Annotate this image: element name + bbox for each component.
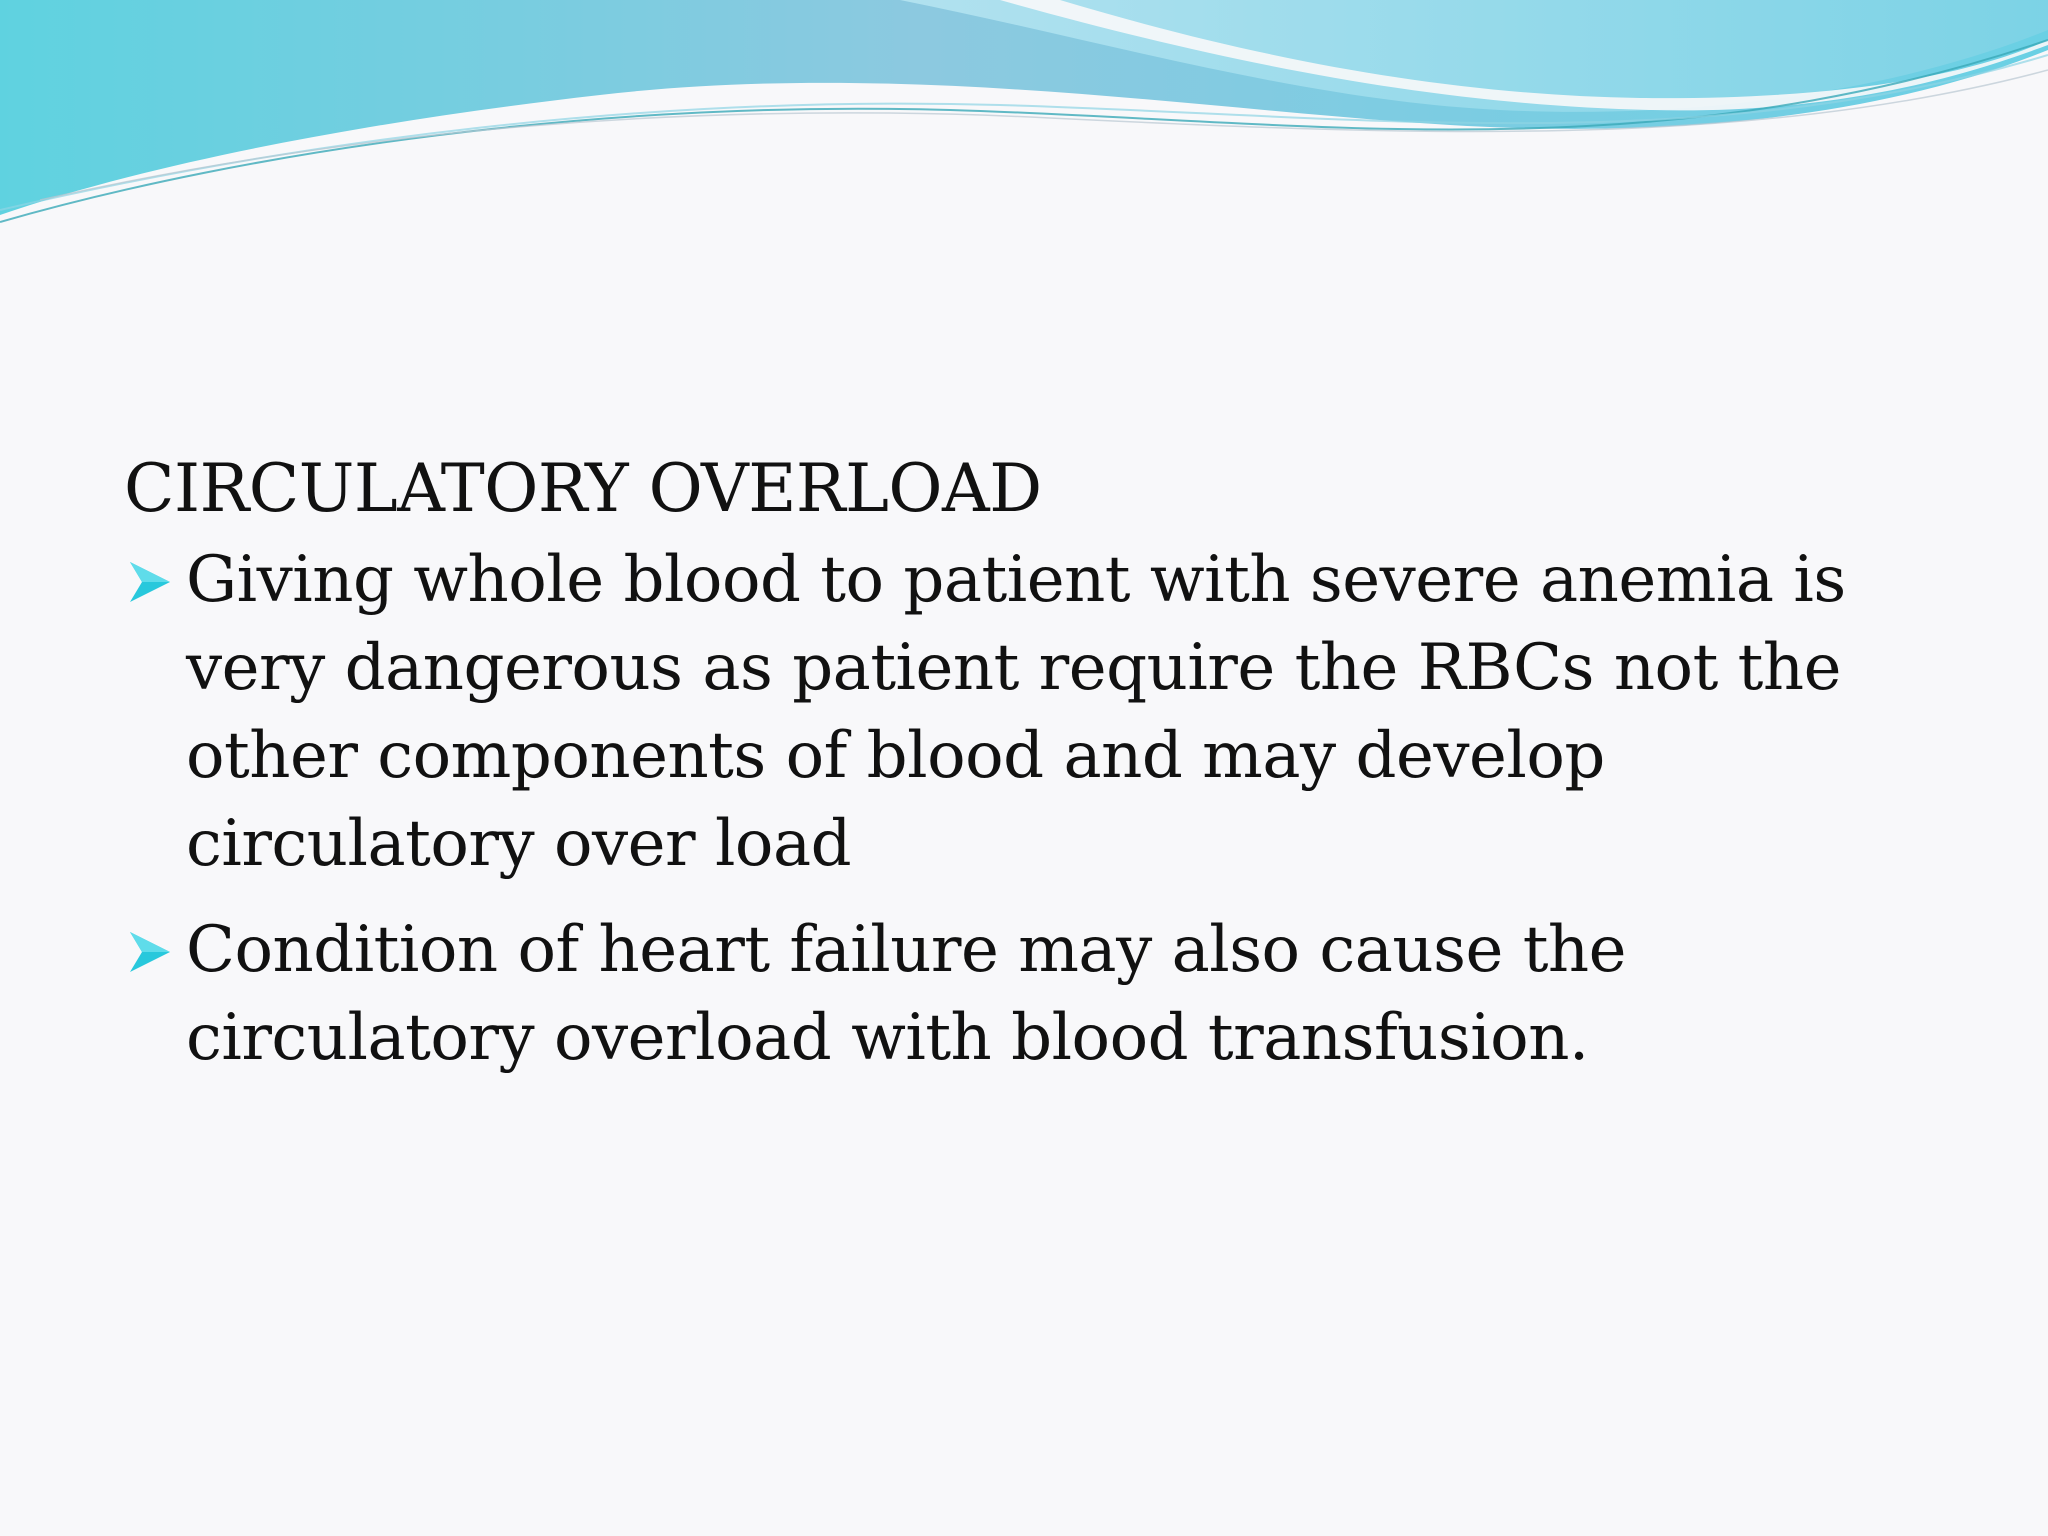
bullet-item — [124, 536, 1944, 888]
arrowhead-bullet-icon — [126, 558, 174, 606]
bullet-item — [124, 906, 1944, 1082]
slide-heading: CIRCULATORY OVERLOAD — [124, 450, 1042, 527]
bullet-text: Giving whole blood to patient with severe anemia is very dangerous as patient require the RBCs not the other components of blood and may develop circulatory over load — [186, 543, 1846, 881]
bullet-text: Condition of heart failure may also cause the circulatory overload with blood transfusion. — [186, 913, 1626, 1075]
arrowhead-bullet-icon — [126, 928, 174, 976]
header-wave-decoration — [0, 0, 2048, 240]
slide-content — [124, 446, 1944, 1100]
